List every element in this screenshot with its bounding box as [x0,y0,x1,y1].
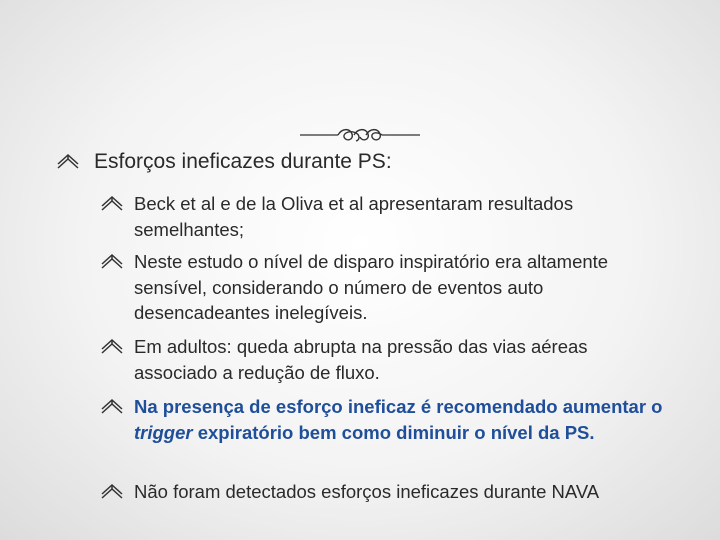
book-bullet-icon [56,150,80,172]
list-item-highlight [100,394,700,445]
bullet-text-highlight [134,394,674,445]
bullet-text: Beck et al e de la Oliva et al apresentaram resultados semelhantes; [134,193,574,240]
bullet-text: Em adultos: queda abrupta na pressão das vias aéreas associado a redução de fluxo. [134,336,588,383]
book-bullet-icon [100,395,124,417]
highlight-part-1: Na presença de esforço ineficaz é recomendado aumentar o [134,396,663,417]
book-bullet-icon [100,480,124,502]
slide-heading: Esforços ineficazes durante PS: [94,150,392,173]
highlight-part-2: expiratório bem como diminuir o nível da PS. [192,421,595,443]
book-bullet-icon [100,192,124,214]
decorative-scroll-icon [298,124,422,146]
list-item [100,479,700,505]
bullet-text: Neste estudo o nível de disparo inspiratório era altamente sensível, considerando o número de eventos auto desencadeantes inelegíveis. [134,251,609,323]
bullet-text: Não foram detectados esforços ineficazes durante NAVA [134,481,600,502]
book-bullet-icon [100,250,124,272]
list-item [100,191,700,242]
heading-row [56,149,392,175]
list-item [100,334,700,385]
highlight-italic-term: trigger [134,421,193,443]
list-item [100,249,700,326]
book-bullet-icon [100,335,124,357]
